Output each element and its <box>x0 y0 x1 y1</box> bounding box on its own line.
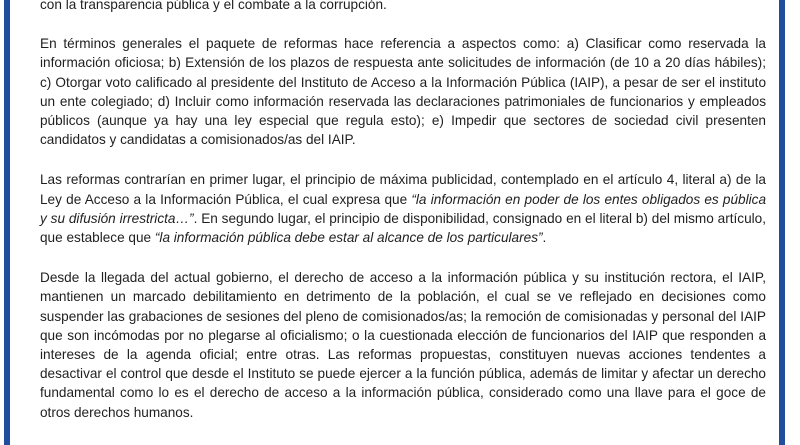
article-body <box>40 0 766 443</box>
paragraph-reform-aspects: En términos generales el paquete de reformas hace referencia a aspectos como: a) Clasificar como reservada la información oficiosa; b) Extensión de los plazos de respuesta ante solicitudes de información (de 10 a 20 días hábiles); c) Otorgar voto calificado al presidente del Instituto de Acceso a la Información Pública (IAIP), a pesar de ser el instituto un ente colegiado; d) Incluir como información reservada las declaraciones patrimoniales de funcionarios y empleados públicos (aunque ya hay una ley especial que regula esto); e) Impedir que sectores de sociedad civil presenten candidatos y candidatas a comisionados/as del IAIP. <box>40 36 766 148</box>
paragraph-government-weakening: Desde la llegada del actual gobierno, el derecho de acceso a la información pública y su institución rectora, el IAIP, mantienen un marcado debilitamiento en detrimento de la población, el cual se ve reflejado en decisiones como suspender las grabaciones de sesiones del pleno de comisionados/as; la remoción de comisionadas y personal del IAIP que son incómodas por no plegarse al oficialismo; o la cuestionada elección de funcionarios del IAIP que responden a intereses de la agenda oficial; entre otras. Las reformas propuestas, constituyen nuevas acciones tendentes a desactivar el control que desde el Instituto se puede ejercer a la función pública, además de limitar y afectar un derecho fundamental como lo es el derecho de acceso a la información pública, considerado como una llave para el goce de otros derechos humanos. <box>40 270 766 420</box>
paragraph-principles <box>40 170 766 247</box>
principles-text-3: . <box>542 230 547 246</box>
principles-text-2: . En segundo lugar, el principio de disponibilidad, consignado en el literal b) del mismo artículo, que establece que <box>40 210 766 246</box>
quote-disponibilidad: “la información pública debe estar al alcance de los particulares” <box>154 230 543 246</box>
paragraph-intro-tail: con la transparencia pública y el combate a la corrupción. <box>40 0 387 12</box>
principles-text-1: Las reformas contrarían en primer lugar, el principio de máxima publicidad, contemplado en el artículo 4, literal a) de la Ley de Acceso a la Información Pública, el cual expresa que <box>40 172 766 207</box>
quote-maxima-publicidad: “la información en poder de los entes obligados es pública y su difusión irrestricta…” <box>40 191 766 226</box>
